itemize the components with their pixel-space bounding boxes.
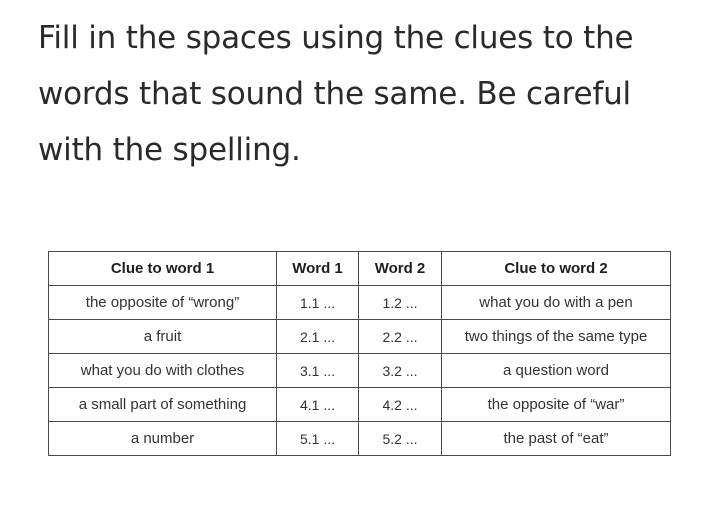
table-row bbox=[49, 354, 671, 388]
header-word-2: Word 2 bbox=[359, 252, 442, 286]
header-clue-to-word-2: Clue to word 2 bbox=[442, 252, 671, 286]
word-1-blank[interactable]: 3.1 ... bbox=[277, 354, 359, 388]
clue-2-cell: the opposite of “war” bbox=[442, 388, 671, 422]
word-2-blank[interactable]: 4.2 ... bbox=[359, 388, 442, 422]
clue-1-cell: a fruit bbox=[49, 320, 277, 354]
table-row bbox=[49, 388, 671, 422]
clue-1-cell: the opposite of “wrong” bbox=[49, 286, 277, 320]
word-2-blank[interactable]: 3.2 ... bbox=[359, 354, 442, 388]
clue-2-cell: a question word bbox=[442, 354, 671, 388]
word-1-blank[interactable]: 4.1 ... bbox=[277, 388, 359, 422]
word-1-blank[interactable]: 1.1 ... bbox=[277, 286, 359, 320]
clue-2-cell: the past of “eat” bbox=[442, 422, 671, 456]
table-header-row bbox=[49, 252, 671, 286]
word-1-blank[interactable]: 2.1 ... bbox=[277, 320, 359, 354]
table-row bbox=[49, 286, 671, 320]
clue-2-cell: what you do with a pen bbox=[442, 286, 671, 320]
table-row bbox=[49, 320, 671, 354]
clue-1-cell: a small part of something bbox=[49, 388, 277, 422]
word-2-blank[interactable]: 2.2 ... bbox=[359, 320, 442, 354]
instructions-text: Fill in the spaces using the clues to the words that sound the same. Be careful with the spelling. bbox=[38, 20, 634, 168]
header-clue-to-word-1: Clue to word 1 bbox=[49, 252, 277, 286]
clue-1-cell: a number bbox=[49, 422, 277, 456]
clue-1-cell: what you do with clothes bbox=[49, 354, 277, 388]
clue-2-cell: two things of the same type bbox=[442, 320, 671, 354]
word-2-blank[interactable]: 5.2 ... bbox=[359, 422, 442, 456]
word-2-blank[interactable]: 1.2 ... bbox=[359, 286, 442, 320]
homophone-clue-table bbox=[48, 251, 671, 456]
table-row bbox=[49, 422, 671, 456]
word-1-blank[interactable]: 5.1 ... bbox=[277, 422, 359, 456]
header-word-1: Word 1 bbox=[277, 252, 359, 286]
